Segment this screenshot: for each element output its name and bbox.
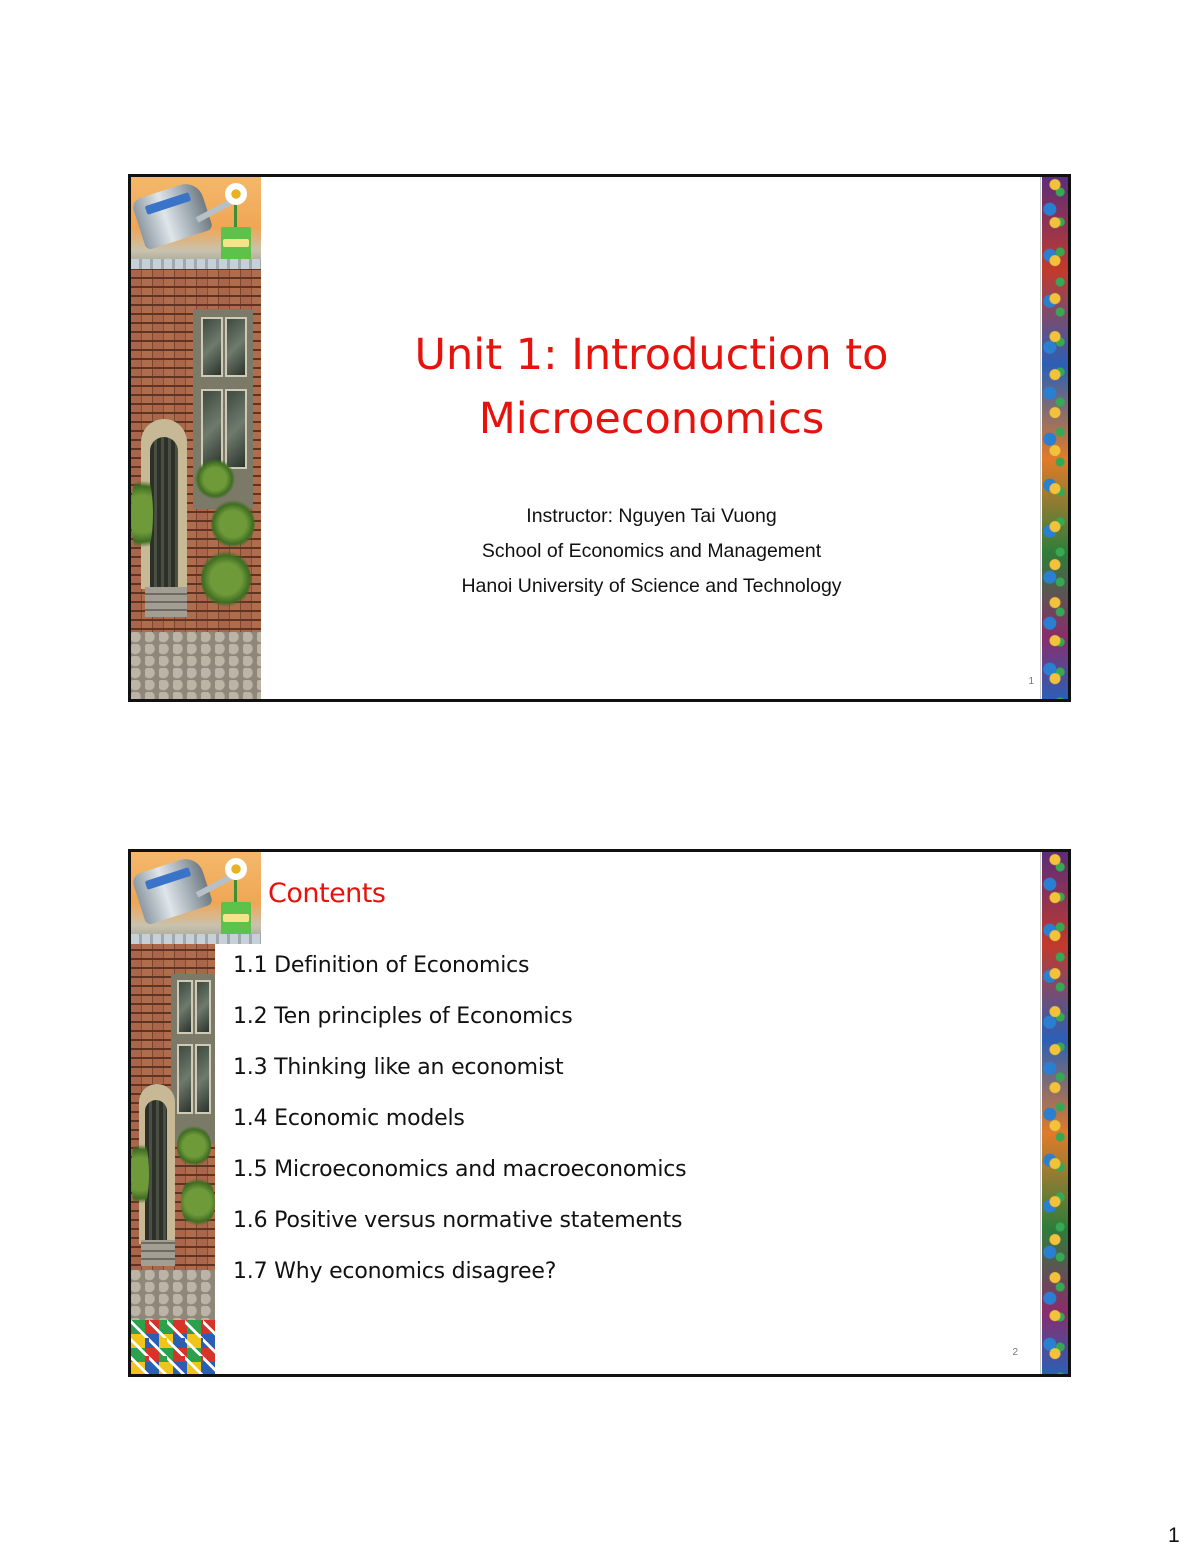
- list-item: 1.2 Ten principles of Economics: [233, 1004, 573, 1029]
- slide-number: 1: [1028, 676, 1034, 687]
- list-item: 1.6 Positive versus normative statements: [233, 1208, 683, 1233]
- list-item: 1.1 Definition of Economics: [233, 953, 530, 978]
- list-item: 1.7 Why economics disagree?: [233, 1259, 557, 1284]
- contents-list: [233, 948, 686, 1305]
- list-item: 1.3 Thinking like an economist: [233, 1055, 564, 1080]
- brick-house-image: [131, 269, 261, 702]
- slide-1-info: [263, 499, 1040, 604]
- slide-2: [128, 849, 1071, 1377]
- slide-number: 2: [1012, 1347, 1018, 1358]
- right-mosaic-border: [1042, 177, 1068, 699]
- instructor-text: Instructor: Nguyen Tai Vuong: [526, 505, 777, 527]
- watering-can-image: [131, 852, 261, 944]
- watering-can-image: [131, 177, 261, 269]
- list-item: 1.5 Microeconomics and macroeconomics: [233, 1157, 687, 1182]
- list-item: 1.4 Economic models: [233, 1106, 465, 1131]
- title-line-2: Microeconomics: [478, 394, 825, 444]
- title-line-1: Unit 1: Introduction to: [414, 330, 889, 380]
- mosaic-image: [131, 1320, 215, 1377]
- school-text: School of Economics and Management: [481, 540, 822, 562]
- right-divider: [1040, 177, 1041, 699]
- right-mosaic-border: [1042, 852, 1068, 1374]
- right-divider: [1040, 852, 1041, 1374]
- contents-title: Contents: [268, 878, 386, 909]
- page-number: 1: [1168, 1524, 1180, 1547]
- slide-1-title: [263, 323, 1040, 451]
- brick-house-image: [131, 944, 215, 1320]
- university-text: Hanoi University of Science and Technology: [461, 575, 842, 597]
- slide-1: [128, 174, 1071, 702]
